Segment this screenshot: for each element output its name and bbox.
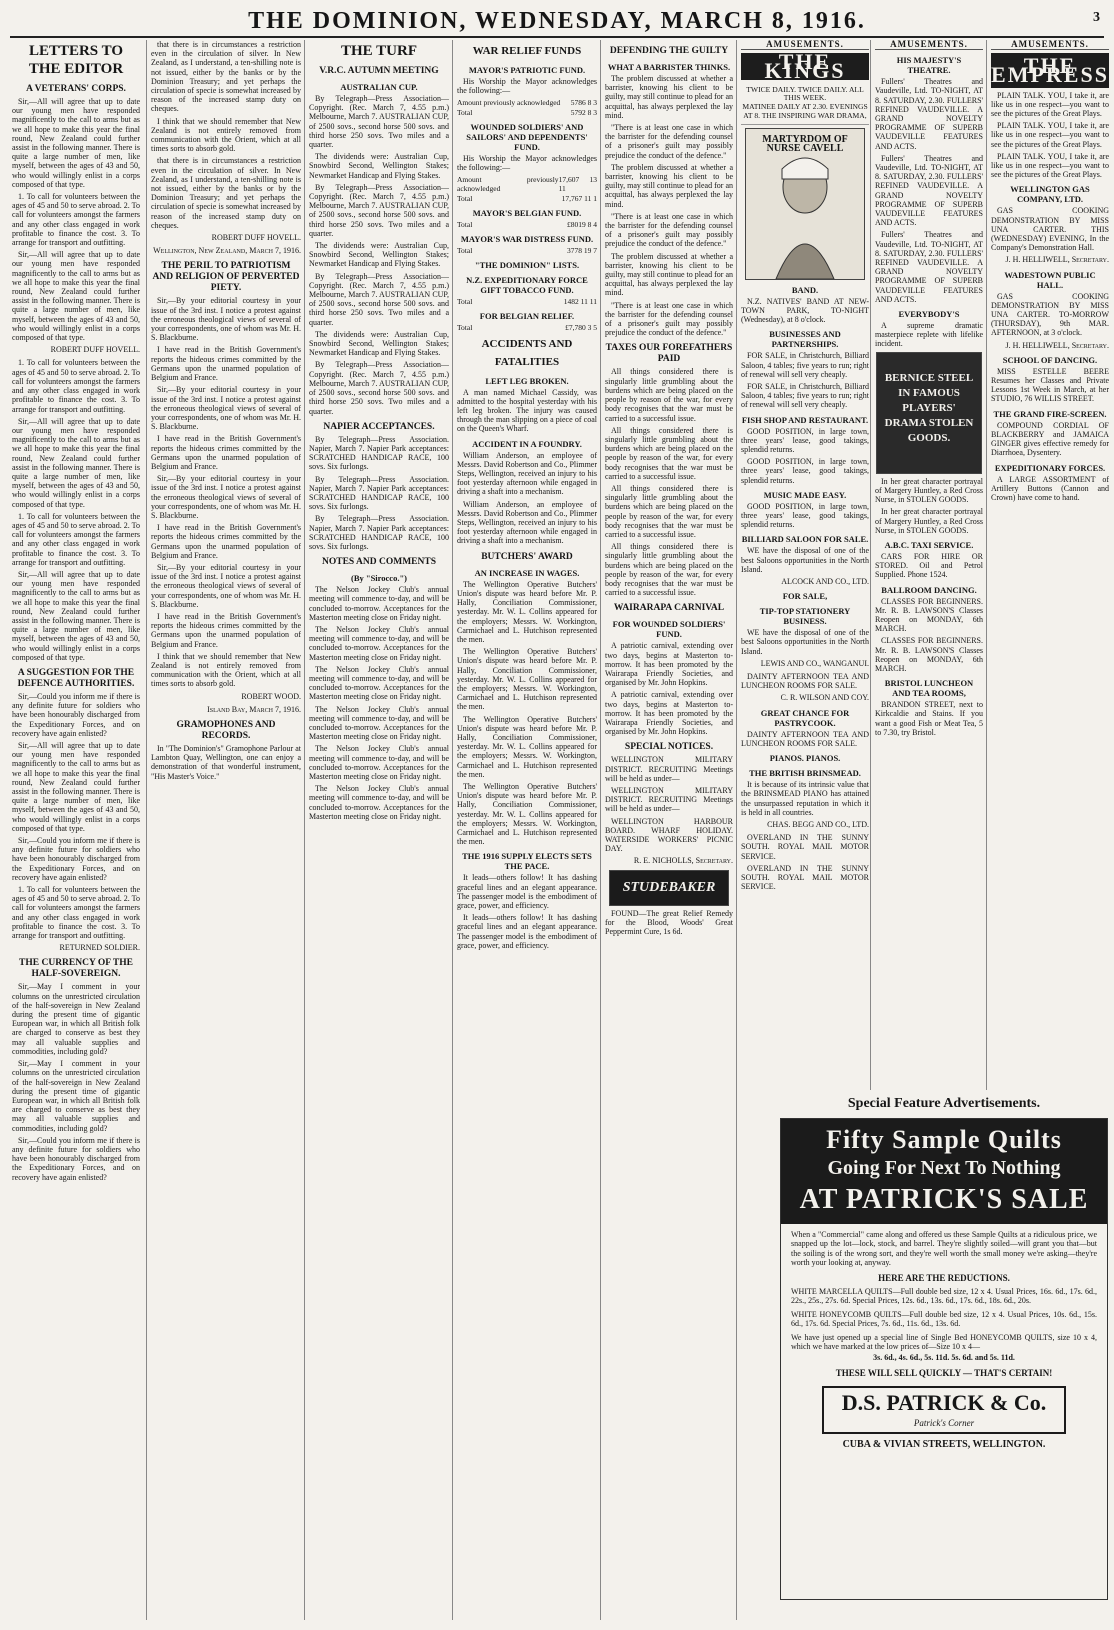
subhead-wages: AN INCREASE IN WAGES. [474,567,580,578]
letter-paragraph: 1. To call for volunteers between the ages of 45 and 50 to serve abroad. 2. To call for volunteers amongst the farmers and any other class engaged in work profitable to finance the cost. 3. To arrange for transport and outfitting. [12,358,140,414]
ad-paragraph: N.Z. NATIVES' BAND AT NEW-TOWN PARK, TO-NIGHT (Wednesday), at 8 o'clock. [741,296,869,325]
subhead-wadestown: WADESTOWN PUBLIC HALL. [1004,269,1096,290]
turf-paragraph: The Nelson Jockey Club's annual meeting will commence to-day, and will be concluded to-morrow. Acceptances for the Masterton meeting close on Friday night. [309,664,449,702]
subhead-carnival: WAIRARAPA CARNIVAL [613,603,725,614]
column-amusements-3 [986,40,1109,1090]
news-paragraph: All things considered there is singularly little grumbling about the burdens which are being placed on the people by reason of the war, for every body recognises that the war must be carried to a successful issue. [605,425,733,481]
letter-place-date: Island Bay, March 7, 1916. [207,704,301,714]
letter-paragraph: I have read in the British Government's reports the hideous crimes committed by the Germans upon the unarmed population of Belgium and France. [151,523,301,560]
war-relief-heading: WAR RELIEF FUNDS [472,45,582,57]
turf-paragraph: The Nelson Jockey Club's annual meeting will commence to-day, and will be concluded to-morrow. Acceptances for the Masterton meeting close on Friday night. [309,585,449,622]
notice-paragraph: WELLINGTON MILITARY DISTRICT. RECRUITING Meetings will be held as under— [605,786,733,814]
news-paragraph: William Anderson, an employee of Messrs. David Robertson and Co., Plimmer Steps, Wellington, received an injury to his foot yesterday afternoon while engaged in driving a shaft into a mechanism. [457,450,597,497]
notice-paragraph: WELLINGTON HARBOUR BOARD. WHARF HOLIDAY. WATERSIDE WORKERS' PICNIC DAY. [605,816,733,854]
poster-text: BERNICE STEEL IN FAMOUS PLAYERS' DRAMA STOLEN GOODS. [884,371,974,444]
subhead-pastrycook: GREAT CHANCE FOR PASTRYCOOK. [760,707,850,728]
fund-row: Total 1482 11 11 [457,297,597,307]
turf-paragraph: By Telegraph—Press Association—Copyright. (Rec. March 7, 4.55 p.m.) Melbourne, March 7. AUSTRALIAN CUP, of 2500 sovs., second horse 500 sovs. and third horse 250 sovs. Two miles and a quarter. [309,360,449,416]
column-letters [12,40,140,1620]
letter-paragraph: Sir,—All will agree that up to date our young men have responded magnificently to the call to arms but as we all hope to make this year the final round, New Zealand could further assist in the following manner. There is quite a large number of men, like myself, between the ages of 43 and 50, who would willingly enlist in a corps composed of that type. [12,741,140,833]
news-paragraph: A patriotic carnival, extending over two days, begins at Masterton to-morrow. It has been promoted by the Wairarapa Friendly Societies, and organised by Mr. John Hopkins. [605,641,733,688]
letter-paragraph: that there is in circumstances a restriction even in the circulation of silver. In New Zealand, as I understand, a ten-shilling note is not issued, either by the banks or by the Dominion Treasury; and yet perhaps the circulation of specie is somewhat increased by reason of the increased stamp duty on cheques. [151,156,301,230]
byline-sirocco: (By "Sirocco.") [350,573,408,584]
nurse-cavell-poster [745,128,865,280]
turf-paragraph: The Nelson Jockey Club's annual meeting will commence to-day, and will be concluded to-morrow. Acceptances for the Masterton meeting close on Friday night. [309,624,449,662]
amusements-header: AMUSEMENTS. [991,40,1109,50]
amusements-header: AMUSEMENTS. [741,40,869,50]
subhead-band: BAND. [791,284,819,295]
quilts-intro: When a "Commercial" came along and offered us these Sample Quilts at a ridiculous price, we snapped up the lot—lock, stock, and barrel. They're slightly soiled—will grant you that—but the soiling is of the wrong sort, and they're well worth the small money we're asking—they're worth your looking at, anyway. [791,1230,1097,1268]
subhead-bristol: BRISTOL LUNCHEON AND TEA ROOMS, [884,678,974,699]
news-paragraph: It leads—others follow! It has dashing graceful lines and an elegant appearance. The passenger model is the embodiment of grace, power, and efficiency. [457,913,597,950]
turf-paragraph: By Telegraph—Press Association—Copyright. (Rec. March 7, 4.55 p.m.) Melbourne, March 7. AUSTRALIAN CUP, of 2500 sovs., second horse 500 sovs. and third horse 250 sovs. Two miles and a quarter. [309,94,449,150]
fund-row: Total 3778 19 7 [457,246,597,256]
subhead-wounded-fund: WOUNDED SOLDIERS' AND SAILORS' AND DEPENDENTS' FUND. [466,121,588,152]
letter-paragraph: Sir,—May I comment in your columns on the unrestricted circulation of the half-sovereign in New Zealand during the present time of gigantic European war, in which all British folk are charged to conserve as best they may all valuable supplies and commodities, including gold? [12,1059,140,1133]
column-letters-continued [146,40,301,1620]
subhead-pianos: PIANOS. PIANOS. [769,753,841,764]
subhead-for-sale: FOR SALE, [782,591,828,602]
ad-signature: ALCOCK AND CO., LTD. [781,577,869,587]
newspaper-title: THE DOMINION, WEDNESDAY, MARCH 8, 1916. [248,8,866,34]
subhead-peril: THE PERIL TO PATRIOTISM AND RELIGION OF PERVERTED PIETY. [152,261,300,294]
news-paragraph: The problem discussed at whether a barrister, knowing his client to be guilty, may still continue to plead for an acquittal, has always perplexed the lay mind. [605,162,733,209]
letter-paragraph: I have read in the British Government's reports the hideous crimes committed by the Germans upon the unarmed population of Belgium and France. [151,434,301,471]
subhead-notes: NOTES AND COMMENTS [321,557,436,568]
subhead-barrister: WHAT A BARRISTER THINKS. [607,62,731,72]
letter-paragraph: that there is in circumstances a restriction even in the circulation of silver. In New Zealand, as I understand, a ten-shilling note is not issued, either by the banks or by the Dominion Treasury; and yet perhaps the circulation of specie is somewhat increased by reason of the increased stamp duty on cheques. [151,40,301,114]
news-paragraph: A patriotic carnival, extending over two days, begins at Masterton to-morrow. It has been promoted by the Wairarapa Friendly Societies, and organised by Mr. John Hopkins. [605,690,733,737]
subhead-brinsmead: THE BRITISH BRINSMEAD. [749,768,861,779]
turf-paragraph: By Telegraph—Press Association. Napier, March 7. Napier Park acceptances: SCRATCHED HANDICAP RACE, 100 sovs. Six furlongs. [309,474,449,512]
amusements-header: AMUSEMENTS. [875,40,983,50]
news-paragraph: "There is at least one case in which the barrister for the defending counsel of a prisoner's guilt may possibly prejudice the conduct of the defence." [605,123,733,160]
news-paragraph: All things considered there is singularly little grumbling about the burdens which are being placed on the people by reason of the war, for every body recognises that the war must be carried to a successful issue. [605,367,733,423]
subhead-businesses: BUSINESSES AND PARTNERSHIPS. [769,329,841,350]
subhead-gramophones: GRAMOPHONES AND RECORDS. [176,720,276,741]
letter-signature: ROBERT WOOD. [241,691,301,701]
quilts-headline: Fifty Sample Quilts [826,1125,1062,1154]
subhead-belgian-relief: FOR BELGIAN RELIEF. [479,311,575,322]
ad-paragraph: CARS FOR HIRE OR STORED. Oil and Petrol Supplied. Phone 1524. [875,551,983,580]
letter-paragraph: I think that we should remember that New Zealand is not entirely removed from communication with the Orient, which at all times sorts to absorb gold. [151,116,301,154]
turf-paragraph: The dividends were: Australian Cup, Snowbird Second, Wellington Stakes; Newmarket Handicap and Flying Stakes. [309,152,449,180]
ad-signature: C. R. WILSON AND COY. [780,693,869,703]
subhead-mayors-fund: MAYOR'S PATRIOTIC FUND. [468,65,586,75]
letter-paragraph: I have read in the British Government's reports the hideous crimes committed by the Germans upon the unarmed population of Belgium and France. [151,345,301,383]
quilts-item: WHITE MARCELLA QUILTS—Full double bed size, 12 x 4. Usual Prices, 16s. 6d., 17s. 6d., 22s., 25s., 27s. 6d. Special Prices, 12s. 6d., 13s. 6d., 17s. 6d., 18s. 6d., 20s. [791,1287,1097,1306]
kings-theatre-banner: THE KINGS [741,53,869,79]
letter-signature: ROBERT DUFF HOVELL. [50,345,140,355]
letter-paragraph: I have read in the British Government's reports the hideous crimes committed by the Germans upon the unarmed population of Belgium and France. [151,611,301,649]
subhead-vrc: V.R.C. AUTUMN MEETING [319,66,439,76]
subhead-everybodys: EVERYBODY'S [898,309,960,320]
ad-paragraph: Fullers' Theatres and Vaudeville, Ltd. TO-NIGHT, AT 8. SATURDAY, 2.30. FULLERS' REFINED VAUDEVILLE. A GRAND NOVELTY PROGRAMME OF SUPERB VAUDEVILLE FEATURES AND ACTS. [875,153,983,228]
ad-paragraph: In her great character portrayal of Margery Huntley, a Red Cross Nurse, in STOLEN GOODS. [875,507,983,535]
subhead-defending: DEFENDING THE GUILTY [609,46,729,56]
letter-paragraph: Sir,—By your editorial courtesy in your issue of the 3rd inst. I notice a protest against the erroneous theological views of several of your correspondents, one of whom was Mr. H. S. Blackburne. [151,385,301,432]
ad-paragraph: DAINTY AFTERNOON TEA AND LUNCHEON ROOMS FOR SALE. [741,729,869,748]
notice-paragraph: FOUND—The great Relief Remedy for the Blood, Woods' Great Peppermint Cure, 1s 6d. [605,908,733,937]
subhead-napier: NAPIER ACCEPTANCES. [323,421,435,432]
turf-paragraph: By Telegraph—Press Association. Napier, March 7. Napier Park acceptances: SCRATCHED HANDICAP RACE, 100 sovs. Six furlongs. [309,434,449,472]
quilts-subheadline: Going For Next To Nothing [827,1157,1061,1179]
letter-paragraph: Sir,—Could you inform me if there is any definite future for soldiers who have been honourably discharged from the Expeditionary Forces, and on recovery have again enlisted? [12,836,140,882]
fund-row: Amount previously acknowledged 17,607 13 11 [457,175,597,194]
letter-paragraph: Sir,—By your editorial courtesy in your issue of the 3rd inst. I notice a protest against the erroneous theological views of several of your correspondents, one of whom was Mr. H. S. Blackburne. [151,562,301,609]
ad-paragraph: Fullers' Theatres and Vaudeville, Ltd. TO-NIGHT, AT 8. SATURDAY, 2.30. FULLERS' REFINED VAUDEVILLE. A GRAND NOVELTY PROGRAMME OF SUPERB VAUDEVILLE FEATURES AND ACTS. [875,230,983,304]
subhead-tobacco-fund: N.Z. EXPEDITIONARY FORCE GIFT TOBACCO FUND. [466,275,588,296]
ad-paragraph: CLASSES FOR BEGINNERS. Mr. R. B. LAWSON'S Classes Reopen on MONDAY, 6th MARCH. [875,636,983,673]
letter-paragraph: Sir,—By your editorial courtesy in your issue of the 3rd inst. I notice a protest against the erroneous theological views of several of your correspondents, one of whom was Mr. H. S. Blackburne. [151,474,301,520]
subhead-wounded: FOR WOUNDED SOLDIERS' FUND. [612,619,726,640]
news-paragraph: The Wellington Operative Butchers' Union's dispute was heard before Mr. P. Hally, Conciliation Commissioner, yesterday. Mr. W. L. Collins appeared for the employers; Messrs. W. Workington, Carmichael and L. Hutchison represented the men. [457,579,597,644]
quilts-sale-line: AT PATRICK'S SALE [799,1184,1089,1215]
stolen-goods-poster [876,352,982,474]
letter-paragraph: Sir,—May I comment in your columns on the unrestricted circulation of the half-sovereign in New Zealand during the present time of gigantic European war, in which all British folk are charged to conserve as best they may all valuable supplies and commodities, including gold? [12,982,140,1056]
letter-place-date: Wellington, New Zealand, March 7, 1916. [153,246,301,256]
subhead-butchers: BUTCHERS' AWARD [481,551,573,562]
subhead-currency: THE CURRENCY OF THE HALF-SOVEREIGN. [19,958,133,980]
subhead-billiard: BILLIARD SALOON FOR SALE. [741,534,869,545]
column-war-relief [452,40,597,1620]
column-amusements-2 [870,40,983,1090]
fund-row: Total £8019 8 4 [457,219,597,229]
letter-paragraph: Sir,—All will agree that up to date our young men have responded magnificently to the call to arms but as we all hope to make this year the final round, New Zealand could further assist in the following manner. There is quite a large number of men, like myself, between the ages of 43 and 50, who would willingly enlist in a corps composed of that type. [12,569,140,662]
news-paragraph: The problem discussed at whether a barrister, knowing his client to be guilty, may still continue to plead for an acquittal, has always perplexed the lay mind. [605,251,733,298]
fund-row: Total £7,780 3 5 [457,323,597,333]
fund-paragraph: His Worship the Mayor acknowledges the following:— [457,153,597,173]
news-paragraph: "There is at least one case in which the barrister for the defending counsel of a prisoner's guilt may possibly prejudice the conduct of the defence." [605,211,733,249]
ad-paragraph: BRANDON STREET, next to Kirkcaldie and Stains. If you want a good Fish or Meat Tea, 5 to 7.30, try Bristol. [875,700,983,737]
column-defending [600,40,733,1620]
turf-paragraph: By Telegraph—Press Association. Napier, March 7. Napier Park acceptances: SCRATCHED HANDICAP RACE, 100 sovs. Six furlongs. [309,514,449,551]
ad-paragraph: GAS COOKING DEMONSTRATION BY MISS UNA CARTER. THIS (WEDNESDAY) EVENING, In the Company's Demonstration Hall. [991,206,1109,253]
ad-paragraph: OVERLAND IN THE SUNNY SOUTH. ROYAL MAIL MOTOR SERVICE. [741,833,869,861]
ad-paragraph: PLAIN TALK. YOU, I take it, are like us in one respect—you want to see the pictures of the Great Plays. [991,90,1109,119]
ad-paragraph: CLASSES FOR BEGINNERS. Mr. R. B. LAWSON'S Classes Reopen on MONDAY, 6th MARCH. [875,596,983,634]
ad-signature: J. H. HELLIWELL, Secretary. [1005,255,1109,265]
fund-paragraph: His Worship the Mayor acknowledges the following:— [457,77,597,96]
subhead-belgian-fund: MAYOR'S BELGIAN FUND. [472,207,582,218]
turf-paragraph: The dividends were: Australian Cup, Snowbird Second, Wellington Stakes; Newmarket Handicap and Flying Stakes. [309,329,449,358]
fund-row: Total 17,767 11 1 [457,193,597,203]
quilts-reductions-heading: HERE ARE THE REDUCTIONS. [878,1272,1010,1283]
ad-paragraph: GOOD POSITION, in large town, three years' lease, good takings, splendid returns. [741,501,869,530]
subhead-australian-cup: AUSTRALIAN CUP. [340,82,418,92]
letter-paragraph: 1. To call for volunteers between the ages of 45 and 50 to serve abroad. 2. To call for volunteers amongst the farmers and any other class engaged in work profitable to finance the cost. 3. To arrange for transport and outfitting. [12,192,140,248]
ad-paragraph: GAS COOKING DEMONSTRATION BY MISS UNA CARTER. TO-MORROW (THURSDAY), 9th MAR. AFTERNOON, at 3 o'clock. [991,291,1109,338]
turf-paragraph: The Nelson Jockey Club's annual meeting will commence to-day, and will be concluded to-morrow. Acceptances for the Masterton meeting close on Friday night. [309,704,449,742]
movie-title: MARTYRDOM OF NURSE CAVELL [762,133,848,154]
turf-paragraph: The Nelson Jockey Club's annual meeting will commence to-day, and will be concluded to-morrow. Acceptances for the Masterton meeting close on Friday night. [309,744,449,781]
ad-paragraph: WE have the disposal of one of the best Saloons opportunities in the North Island. [741,628,869,656]
letter-signature: RETURNED SOLDIER. [59,943,140,953]
turf-paragraph: The Nelson Jockey Club's annual meeting will commence to-day, and will be concluded to-morrow. Acceptances for the Masterton meeting close on Friday night. [309,784,449,821]
ad-paragraph: COMPOUND CORDIAL OF BLACKBERRY and JAMAICA GINGER gives effective remedy for Diarrhoea, Dysentery. [991,420,1109,458]
ad-paragraph: GOOD POSITION, in large town, three years' lease, good takings, splendid returns. [741,426,869,455]
quilts-tagline: THESE WILL SELL QUICKLY — THAT'S CERTAIN! [835,1367,1053,1378]
quilts-prices: 3s. 6d., 4s. 6d., 5s. 11d. 5s. 6d. and 5s. 11d. [873,1353,1015,1363]
letter-paragraph: 1. To call for volunteers between the ages of 45 and 50 to serve abroad. 2. To call for volunteers amongst the farmers and any other class engaged in work profitable to finance the cost. 3. To arrange for transport and outfitting. [12,885,140,941]
ad-paragraph: DAINTY AFTERNOON TEA AND LUNCHEON ROOMS FOR SALE. [741,672,869,691]
news-paragraph: The Wellington Operative Butchers' Union's dispute was heard before Mr. P. Hally, Conciliation Commissioner, yesterday. Mr. W. L. Collins appeared for the employers; Messrs. W. Workington, Carmichael and L. Hutchison represented the men. [457,647,597,712]
subhead-dancing-school: SCHOOL OF DANCING. [1002,354,1098,365]
column-turf [304,40,449,1620]
letter-signature: ROBERT DUFF HOVELL. [211,233,301,243]
quilts-headline-band [781,1119,1107,1224]
ad-paragraph: MISS ESTELLE BEERE Resumes her Classes and Private Lessons 1st Week in March, at her STUDIO, 76 WILLIS STREET. [991,366,1109,404]
ad-paragraph: A LARGE ASSORTMENT of Artillery Buttons (Cannon and Crown) have come to hand. [991,474,1109,502]
subhead-his-majestys: HIS MAJESTY'S THEATRE. [896,55,962,76]
ad-paragraph: FOR SALE, in Christchurch, Billiard Saloon, 4 tables; five years to run; right of renewal will sell very cheaply. [741,351,869,379]
subhead-music: MUSIC MADE EASY. [763,489,847,500]
subhead-supply: THE 1916 SUPPLY ELECTS SETS THE PACE. [462,851,592,872]
ad-paragraph: GOOD POSITION, in large town, three years' lease, good takings, splendid returns. [741,457,869,485]
ad-paragraph: A supreme dramatic masterpiece replete with lifelike incident. [875,321,983,349]
ad-paragraph: It is because of its intrinsic value that the BRINSMEAD PIANO has attained the unsurpassed reputation in which it is held in all countries. [741,780,869,817]
subhead-dominion-lists: "THE DOMINION" LISTS. [474,260,580,271]
subhead-dancing: BALLROOM DANCING. [881,584,977,595]
ad-signature: CHAS. BEGG AND CO., LTD. [767,819,869,829]
ad-signature: J. H. HELLIWELL, Secretary. [1005,340,1109,350]
notice-paragraph: WELLINGTON MILITARY DISTRICT. RECRUITING Meetings will be held as under— [605,755,733,783]
ad-paragraph: Fullers' Theatres and Vaudeville, Ltd. TO-NIGHT, AT 8. SATURDAY, 2.30. FULLERS' REFINED VAUDEVILLE. A GRAND NOVELTY PROGRAMME OF SUPERB VAUDEVILLE FEATURES AND ACTS. [875,77,983,151]
masthead [10,6,1104,38]
news-paragraph: It leads—others follow! It has dashing graceful lines and an elegant appearance. The passenger model is the embodiment of grace, power, and efficiency. [457,873,597,910]
fund-row: Amount previously acknowledged 5786 8 3 [457,98,597,108]
quilts-body [781,1224,1107,1456]
turf-heading: THE TURF [341,43,417,59]
ad-paragraph: OVERLAND IN THE SUNNY SOUTH. ROYAL MAIL MOTOR SERVICE. [741,863,869,892]
letter-paragraph: In "The Dominion's" Gramophone Parlour at Lambton Quay, Wellington, one can enjoy a demonstration of that wonderful instrument, "His Master's Voice." [151,744,301,781]
news-paragraph: "There is at least one case in which the barrister for the defending counsel of a prisoner's guilt may possibly prejudice the conduct of the defence." [605,300,733,338]
patricks-quilts-ad [780,1118,1108,1600]
subhead-expeditionary: EXPEDITIONARY FORCES. [994,462,1106,473]
letter-paragraph: Sir,—All will agree that up to date our young men have responded magnificently to the call to arms but as we all hope to make this year the final round, New Zealand could further assist in the following manner. There is quite a large number of men, like myself, between the ages of 43 and 50, who would willingly enlist in a corps composed of that type. [12,250,140,343]
letter-paragraph: I think that we should remember that New Zealand is not entirely removed from communication with the Orient, which at all times sorts to absorb gold. [151,651,301,689]
letter-paragraph: Sir,—By your editorial courtesy in your issue of the 3rd inst. I notice a protest against the erroneous theological views of several of your correspondents, one of whom was Mr. H. S. Blackburne. [151,296,301,343]
letter-paragraph: Sir,—Could you inform me if there is any definite future for soldiers who have been honourably discharged from the Expeditionary Forces, and on recovery have again enlisted? [12,691,140,738]
subhead-fish-shop: FISH SHOP AND RESTAURANT. [741,414,869,425]
news-paragraph: The problem discussed at whether a barrister, knowing his client to be guilty, may still continue to plead for an acquittal, has always perplexed the lay mind. [605,74,733,120]
letter-paragraph: Sir,—All will agree that up to date our young men have responded magnificently to the call to arms but as we all hope to make this year the final round, New Zealand could further assist in the following manner. There is quite a large number of men, like myself, between the ages of 43 and 50, who would willingly enlist in a corps composed of that type. [12,416,140,509]
quilts-item: We have just opened up a special line of Single Bed HONEYCOMB QUILTS, size 10 x 4, which we have marked at the low prices of—Size 10 x 4— [791,1332,1097,1352]
subhead-taxi: A.B.C. TAXI SERVICE. [884,539,974,550]
page-number: 3 [1093,10,1100,25]
kings-ad: TWICE DAILY. TWICE DAILY. ALL THIS WEEK. MATINEE DAILY AT 2.30. EVENINGS AT 8. THE INSPIRING WAR DRAMA, [741,83,869,125]
subhead-foundry: ACCIDENT IN A FOUNDRY. [472,438,582,449]
subhead-veterans: A VETERANS' CORPS. [26,84,126,94]
fund-row: Total 5792 8 3 [457,107,597,117]
ad-paragraph: WE have the disposal of one of the best Saloons opportunities in the North Island. [741,546,869,574]
subhead-stationery: TIP-TOP STATIONERY BUSINESS. [759,606,851,627]
subhead-taxes: TAXES OUR FOREFATHERS PAID [605,343,733,365]
news-paragraph: A man named Michael Cassidy, was admitted to the hospital yesterday with his left leg broken. The injury was caused through the man slipping on a piece of coal on the Queen's Wharf. [457,387,597,434]
ad-paragraph: In her great character portrayal of Margery Huntley, a Red Cross Nurse, in STOLEN GOODS. [875,476,983,505]
news-paragraph: All things considered there is singularly little grumbling about the burdens which are being placed on the people by reason of the war, for every body recognises that the war must be carried to a successful issue. [605,483,733,539]
ad-paragraph: PLAIN TALK. YOU, I take it, are like us in one respect—you want to see the pictures of the Great Plays. [991,121,1109,149]
notice-signature: R. E. NICHOLLS, Secretary. [633,856,733,866]
accidents-heading: ACCIDENTS AND FATALITIES [481,337,573,368]
quilts-item: WHITE HONEYCOMB QUILTS—Full double bed size, 12 x 4. Usual Prices, 10s. 6d., 15s. 6d., 17s. 6d. Special Prices, 7s. 6d., 11s. 6d., 13s. 6d. [791,1309,1097,1329]
empress-banner: THE EMPRESS [991,53,1109,88]
patricks-logo: D.S. PATRICK & Co. Patrick's Corner [822,1386,1066,1434]
ad-paragraph: PLAIN TALK. YOU, I take it, are like us in one respect—you want to see the pictures of the Great Plays. [991,151,1109,180]
subhead-special-notices: SPECIAL NOTICES. [624,742,714,753]
turf-paragraph: By Telegraph—Press Association—Copyright. (Rec. March 7, 4.55 p.m.) Melbourne, March 7. AUSTRALIAN CUP, of 2500 sovs., second horse 500 sovs. and third horse 250 sovs. Two miles and a quarter. [309,271,449,327]
patricks-address: CUBA & VIVIAN STREETS, WELLINGTON. [842,1439,1046,1451]
news-paragraph: The Wellington Operative Butchers' Union's dispute was heard before Mr. P. Hally, Conciliation Commissioner, yesterday. Mr. W. L. Collins appeared for the employers; Messrs. W. Workington, Carmichael and L. Hutchison represented the men. [457,714,597,779]
letter-paragraph: Sir,—Could you inform me if there is any definite future for soldiers who have been honourably discharged from the Expeditionary Forces, and on recovery have again enlisted? [12,1135,140,1182]
ad-paragraph: FOR SALE, in Christchurch, Billiard Saloon, 4 tables; five years to run; right of renewal will sell very cheaply. [741,382,869,410]
letter-paragraph: Sir,—All will agree that up to date our young men have responded magnificently to the call to arms but as we all hope to make this year the final round, New Zealand could further assist in the following manner. There is quite a large number of men, like myself, between the ages of 43 and 50, who would willingly enlist in a corps composed of that type. [12,97,140,189]
turf-paragraph: The dividends were: Australian Cup, Snowbird Second, Wellington Stakes; Newmarket Handicap and Flying Stakes. [309,241,449,269]
subhead-suggestion: A SUGGESTION FOR THE DEFENCE AUTHORITIES. [17,667,135,689]
subhead-left-leg: LEFT LEG BROKEN. [485,375,569,386]
studebaker-logo: STUDEBAKER [609,870,729,906]
subhead-fire-screen: THE GRAND FIRE-SCREEN. [993,408,1107,419]
news-paragraph: The Wellington Operative Butchers' Union's dispute was heard before Mr. P. Hally, Conciliation Commissioner, yesterday. Mr. W. L. Collins appeared for the employers; Messrs. W. Workington, Carmichael and L. Hutchison represented the men. [457,781,597,847]
subhead-distress-fund: MAYOR'S WAR DISTRESS FUND. [460,234,594,245]
letter-paragraph: 1. To call for volunteers between the ages of 45 and 50 to serve abroad. 2. To call for volunteers amongst the farmers and any other class engaged in work profitable to finance the cost. 3. To arrange for transport and outfitting. [12,511,140,567]
turf-paragraph: By Telegraph—Press Association—Copyright. (Rec. March 7, 4.55 p.m.) Melbourne, March 7. AUSTRALIAN CUP, of 2500 sovs., second horse 500 sovs. and third horse 250 sovs. Two miles and a quarter. [309,182,449,238]
news-paragraph: All things considered there is singularly little grumbling about the burdens which are being placed on the people by reason of the war, for every body recognises that the war must be carried to a successful issue. [605,542,733,598]
special-feature-heading: Special Feature Advertisements. [847,1096,1041,1111]
letters-heading: LETTERS TO THE EDITOR [28,43,124,77]
news-paragraph: William Anderson, an employee of Messrs. David Robertson and Co., Plimmer Steps, Wellington, received an injury to his foot yesterday afternoon while engaged in driving a shaft into a mechanism. [457,499,597,546]
subhead-gas-company: WELLINGTON GAS COMPANY, LTD. [1010,184,1090,205]
ad-signature: LEWIS AND CO., WANGANUI. [760,658,869,668]
